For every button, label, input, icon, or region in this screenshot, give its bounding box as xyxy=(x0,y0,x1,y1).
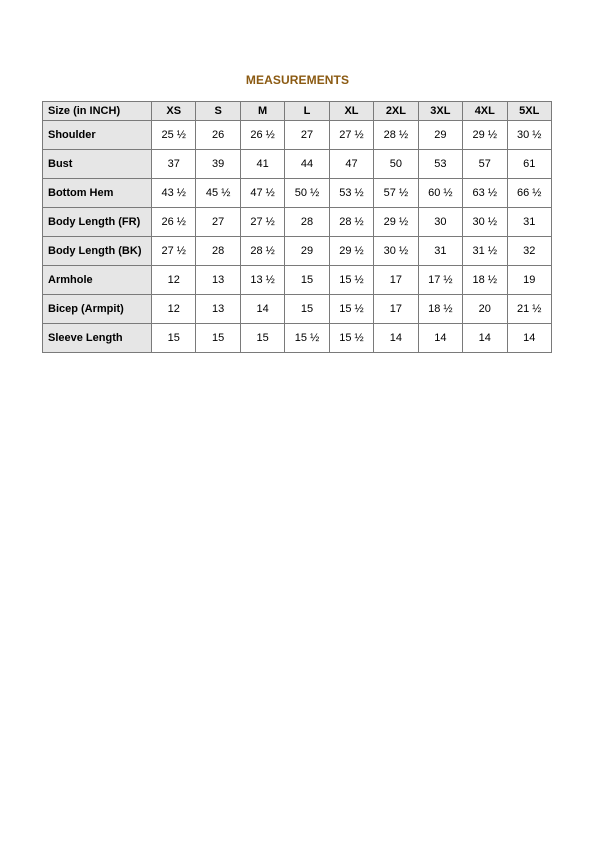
table-row xyxy=(43,208,552,237)
table-cell: 63 ½ xyxy=(463,179,507,208)
table-cell: 31 ½ xyxy=(463,237,507,266)
table-cell: 14 xyxy=(418,324,462,353)
table-cell: 41 xyxy=(240,150,284,179)
size-header: M xyxy=(240,102,284,121)
table-cell: 31 xyxy=(418,237,462,266)
table-cell: 57 ½ xyxy=(374,179,418,208)
row-label: Armhole xyxy=(43,266,152,295)
table-cell: 26 xyxy=(196,121,240,150)
size-header: 5XL xyxy=(507,102,552,121)
table-cell: 14 xyxy=(463,324,507,353)
table-cell: 20 xyxy=(463,295,507,324)
row-label: Bust xyxy=(43,150,152,179)
table-cell: 27 ½ xyxy=(152,237,196,266)
table-cell: 17 xyxy=(374,295,418,324)
table-cell: 28 ½ xyxy=(329,208,373,237)
table-cell: 31 xyxy=(507,208,552,237)
table-cell: 37 xyxy=(152,150,196,179)
table-cell: 19 xyxy=(507,266,552,295)
table-cell: 15 xyxy=(285,266,329,295)
table-cell: 44 xyxy=(285,150,329,179)
table-cell: 57 xyxy=(463,150,507,179)
table-cell: 27 ½ xyxy=(329,121,373,150)
table-cell: 30 ½ xyxy=(507,121,552,150)
table-cell: 12 xyxy=(152,295,196,324)
table-cell: 30 ½ xyxy=(374,237,418,266)
table-cell: 17 ½ xyxy=(418,266,462,295)
table-cell: 18 ½ xyxy=(418,295,462,324)
page-title: MEASUREMENTS xyxy=(245,73,350,87)
size-header: 2XL xyxy=(374,102,418,121)
table-cell: 30 ½ xyxy=(463,208,507,237)
table-cell: 27 ½ xyxy=(240,208,284,237)
table-cell: 15 xyxy=(196,324,240,353)
table-cell: 26 ½ xyxy=(152,208,196,237)
table-row xyxy=(43,237,552,266)
table-cell: 28 ½ xyxy=(240,237,284,266)
table-cell: 45 ½ xyxy=(196,179,240,208)
table-cell: 66 ½ xyxy=(507,179,552,208)
table-cell: 47 ½ xyxy=(240,179,284,208)
measurements-table xyxy=(42,101,552,353)
table-cell: 29 xyxy=(418,121,462,150)
table-cell: 14 xyxy=(240,295,284,324)
table-cell: 14 xyxy=(374,324,418,353)
table-cell: 47 xyxy=(329,150,373,179)
table-row xyxy=(43,266,552,295)
row-label: Shoulder xyxy=(43,121,152,150)
table-cell: 50 xyxy=(374,150,418,179)
table-cell: 15 ½ xyxy=(285,324,329,353)
table-cell: 28 xyxy=(285,208,329,237)
table-cell: 53 xyxy=(418,150,462,179)
row-label: Sleeve Length xyxy=(43,324,152,353)
size-header: 3XL xyxy=(418,102,462,121)
table-cell: 29 xyxy=(285,237,329,266)
table-cell: 15 xyxy=(285,295,329,324)
table-cell: 61 xyxy=(507,150,552,179)
size-header: XS xyxy=(152,102,196,121)
table-cell: 28 xyxy=(196,237,240,266)
table-cell: 27 xyxy=(196,208,240,237)
table-cell: 12 xyxy=(152,266,196,295)
table-cell: 15 ½ xyxy=(329,266,373,295)
table-cell: 15 xyxy=(240,324,284,353)
row-label: Bicep (Armpit) xyxy=(43,295,152,324)
size-header: L xyxy=(285,102,329,121)
row-label: Body Length (BK) xyxy=(43,237,152,266)
size-header: XL xyxy=(329,102,373,121)
table-cell: 39 xyxy=(196,150,240,179)
table-cell: 29 ½ xyxy=(374,208,418,237)
table-row xyxy=(43,295,552,324)
table-row xyxy=(43,324,552,353)
row-label: Bottom Hem xyxy=(43,179,152,208)
table-row xyxy=(43,150,552,179)
size-header: 4XL xyxy=(463,102,507,121)
size-unit-header: Size (in INCH) xyxy=(43,102,152,121)
table-cell: 13 xyxy=(196,266,240,295)
table-cell: 13 ½ xyxy=(240,266,284,295)
table-cell: 15 ½ xyxy=(329,295,373,324)
table-cell: 29 ½ xyxy=(463,121,507,150)
table-cell: 43 ½ xyxy=(152,179,196,208)
table-cell: 21 ½ xyxy=(507,295,552,324)
table-cell: 17 xyxy=(374,266,418,295)
table-cell: 50 ½ xyxy=(285,179,329,208)
table-cell: 53 ½ xyxy=(329,179,373,208)
table-cell: 18 ½ xyxy=(463,266,507,295)
row-label: Body Length (FR) xyxy=(43,208,152,237)
header-row xyxy=(43,102,552,121)
table-cell: 27 xyxy=(285,121,329,150)
table-cell: 15 ½ xyxy=(329,324,373,353)
table-cell: 15 xyxy=(152,324,196,353)
size-header: S xyxy=(196,102,240,121)
table-cell: 32 xyxy=(507,237,552,266)
table-cell: 14 xyxy=(507,324,552,353)
table-cell: 13 xyxy=(196,295,240,324)
table-cell: 30 xyxy=(418,208,462,237)
table-cell: 26 ½ xyxy=(240,121,284,150)
table-cell: 25 ½ xyxy=(152,121,196,150)
table-cell: 28 ½ xyxy=(374,121,418,150)
table-cell: 60 ½ xyxy=(418,179,462,208)
table-row xyxy=(43,179,552,208)
table-cell: 29 ½ xyxy=(329,237,373,266)
table-row xyxy=(43,121,552,150)
